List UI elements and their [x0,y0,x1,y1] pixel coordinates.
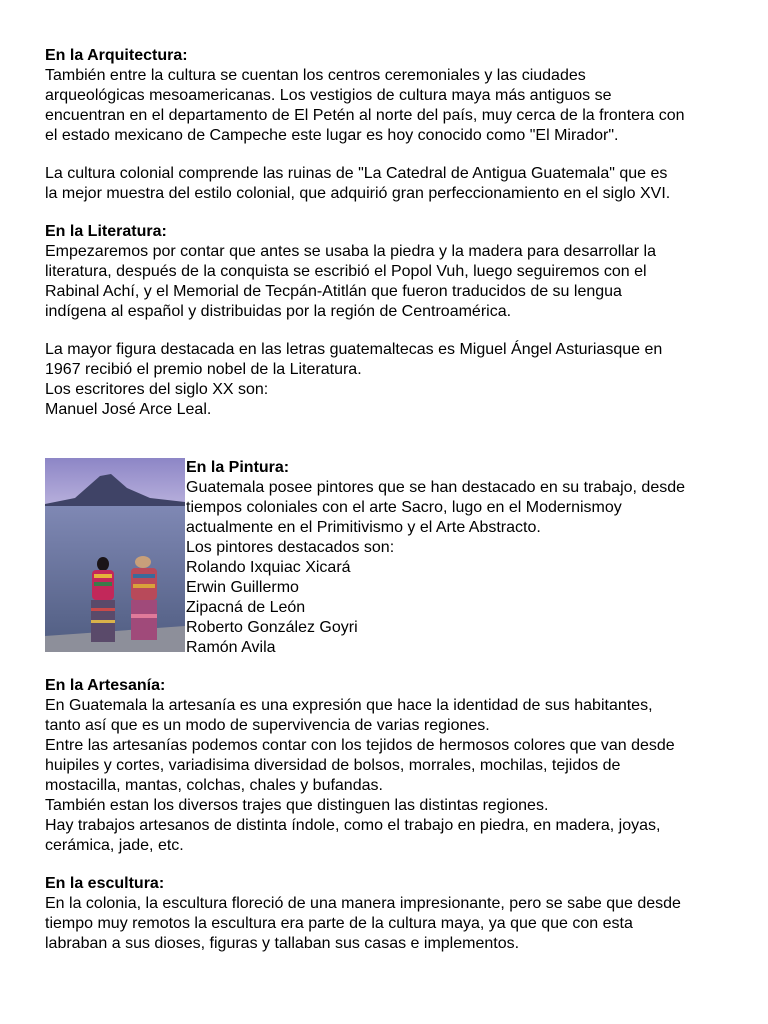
text-line: el estado mexicano de Campeche este lugar es hoy conocido como "El Mirador". [45,127,619,144]
text-line: actualmente en el Primitivismo y el Arte Abstracto. [186,519,541,536]
section-arquitectura [45,46,735,204]
text-line: arqueológicas mesoamericanas. Los vestigios de cultura maya más antiguos se [45,87,612,104]
lake-photo-illustration [45,458,185,652]
section-pintura [45,458,735,660]
heading-escultura: En la escultura: [45,875,165,892]
painter-name: Erwin Guillermo [186,579,299,596]
text-line: Los escritores del siglo XX son: [45,381,269,398]
text-line: tiempo muy remotos la escultura era parte de la cultura maya, ya que que con esta [45,915,633,932]
text-line: En la colonia, la escultura floreció de una manera impresionante, pero se sabe que desde [45,895,681,912]
text-line: Manuel José Arce Leal. [45,401,212,418]
text-line: También estan los diversos trajes que distinguen las distintas regiones. [45,797,549,814]
text-line: encuentran en el departamento de El Petén al norte del país, muy cerca de la frontera con [45,107,685,124]
section-literatura [45,222,735,420]
painter-name: Ramón Avila [186,639,276,656]
heading-arquitectura: En la Arquitectura: [45,47,188,64]
text-line: Hay trabajos artesanos de distinta índole, como el trabajo en piedra, en madera, joyas, [45,817,661,834]
text-line: tiempos coloniales con el arte Sacro, lugo en el Modernismoy [186,499,622,516]
document-page [45,46,735,954]
text-line: indígena al español y distribuidas por la región de Centroamérica. [45,303,512,320]
text-line: mostacilla, mantas, colchas, chales y bufandas. [45,777,383,794]
text-line: 1967 recibió el premio nobel de la Literatura. [45,361,362,378]
section-artesania [45,676,735,856]
text-line: Entre las artesanías podemos contar con los tejidos de hermosos colores que van desde [45,737,675,754]
text-line: cerámica, jade, etc. [45,837,184,854]
lake-photo [45,458,185,652]
paragraph-literatura-1 [45,242,735,322]
section-escultura [45,874,735,954]
painter-name: Rolando Ixquiac Xicará [186,559,351,576]
text-line: Rabinal Achí, y el Memorial de Tecpán-Atitlán que fueron traducidos de su lengua [45,283,622,300]
heading-pintura: En la Pintura: [186,459,290,476]
text-line: En Guatemala la artesanía es una expresión que hace la identidad de sus habitantes, [45,697,653,714]
painter-name: Roberto González Goyri [186,619,358,636]
pintura-text [186,458,685,658]
paragraph-arquitectura-1 [45,66,735,146]
text-line: La cultura colonial comprende las ruinas de "La Catedral de Antigua Guatemala" que es [45,165,668,182]
painter-name: Zipacná de León [186,599,306,616]
text-line: También entre la cultura se cuentan los centros ceremoniales y las ciudades [45,67,586,84]
text-line: labraban a sus dioses, figuras y tallaban sus casas e implementos. [45,935,520,952]
text-line: Empezaremos por contar que antes se usaba la piedra y la madera para desarrollar la [45,243,656,260]
heading-artesania: En la Artesanía: [45,677,166,694]
text-line: La mayor figura destacada en las letras guatemaltecas es Miguel Ángel Asturiasque en [45,341,663,358]
text-line: la mejor muestra del estilo colonial, que adquirió gran perfeccionamiento en el siglo XVI. [45,185,671,202]
text-line: Los pintores destacados son: [186,539,395,556]
text-line: Guatemala posee pintores que se han destacado en su trabajo, desde [186,479,686,496]
paragraph-arquitectura-2 [45,164,735,204]
text-line: literatura, después de la conquista se escribió el Popol Vuh, luego seguiremos con el [45,263,647,280]
text-line: huipiles y cortes, variadisima diversidad de bolsos, morrales, mochilas, tejidos de [45,757,621,774]
paragraph-literatura-2 [45,340,735,420]
text-line: tanto así que es un modo de supervivencia de varias regiones. [45,717,490,734]
heading-literatura: En la Literatura: [45,223,167,240]
